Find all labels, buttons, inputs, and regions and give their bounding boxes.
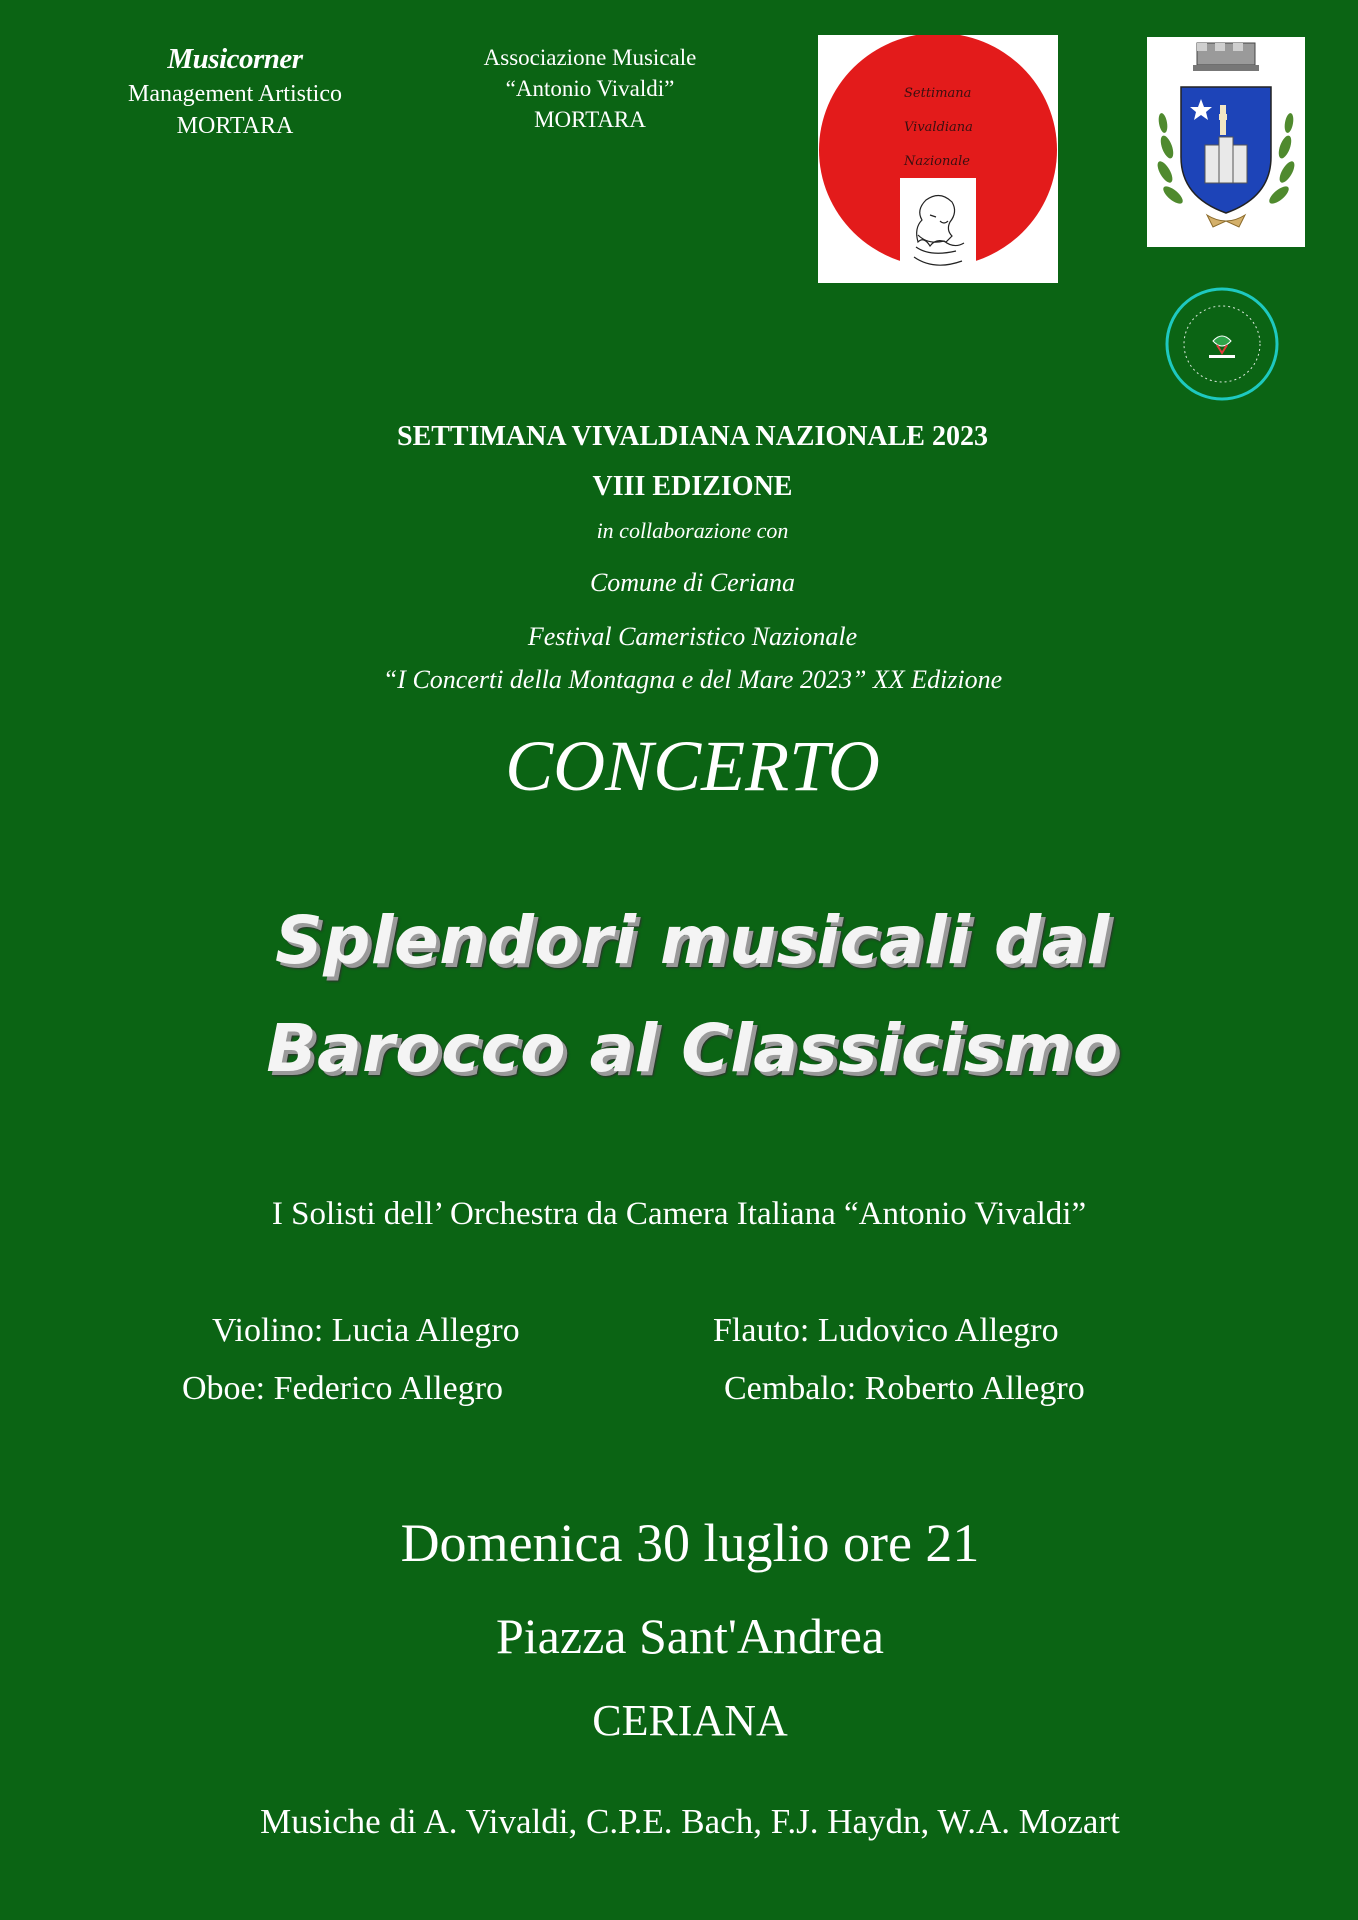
shield-icon xyxy=(1181,87,1271,213)
event-date: Domenica 30 luglio ore 21 xyxy=(400,1513,980,1573)
ceriana-coat-of-arms xyxy=(1147,37,1305,247)
organizer-musicorner xyxy=(90,40,380,142)
musicorner-line1: Management Artistico xyxy=(128,81,342,107)
musicorner-line2: MORTARA xyxy=(176,113,294,139)
logo-text-2: Vivaldiana xyxy=(904,120,973,135)
associazione-line2: “Antonio Vivaldi” xyxy=(505,76,675,101)
performer-flauto: Flauto: Ludovico Allegro xyxy=(713,1312,1059,1349)
logo-text-1: Settimana xyxy=(904,86,972,101)
performer-oboe: Oboe: Federico Allegro xyxy=(182,1370,504,1407)
festival-title: SETTIMANA VIVALDIANA NAZIONALE 2023 xyxy=(397,421,988,452)
organizer-associazione xyxy=(440,42,740,135)
concert-title-line1: Splendori musicali dal xyxy=(275,902,1110,979)
associazione-line3: MORTARA xyxy=(534,107,646,132)
concerto-heading: CONCERTO xyxy=(505,726,880,806)
event-place: Piazza Sant'Andrea xyxy=(495,1608,884,1664)
composers-line: Musiche di A. Vivaldi, C.P.E. Bach, F.J. Haydn, W.A. Mozart xyxy=(260,1802,1120,1841)
performer-violino: Violino: Lucia Allegro xyxy=(212,1312,520,1349)
musicorner-brand: Musicorner xyxy=(167,43,303,75)
ensemble-name: I Solisti dell’ Orchestra da Camera Italiana “Antonio Vivaldi” xyxy=(271,1196,1087,1232)
logo-text-3: Nazionale xyxy=(904,154,970,169)
festival-subtitle: “I Concerti della Montagna e del Mare 2023” XX Edizione xyxy=(382,665,1003,694)
performer-cembalo: Cembalo: Roberto Allegro xyxy=(724,1370,1085,1407)
crown-icon xyxy=(1193,43,1259,71)
round-association-logo xyxy=(1163,285,1281,403)
comune-label: Comune di Ceriana xyxy=(589,568,796,597)
settimana-vivaldiana-logo xyxy=(818,35,1058,283)
festival-name: Festival Cameristico Nazionale xyxy=(527,622,858,651)
concert-title-line2: Barocco al Classicismo xyxy=(266,1010,1119,1087)
edition-label: VIII EDIZIONE xyxy=(592,471,793,502)
collaboration-label: in collaborazione con xyxy=(596,518,789,543)
associazione-line1: Associazione Musicale xyxy=(483,45,697,70)
event-city: CERIANA xyxy=(592,1696,788,1745)
